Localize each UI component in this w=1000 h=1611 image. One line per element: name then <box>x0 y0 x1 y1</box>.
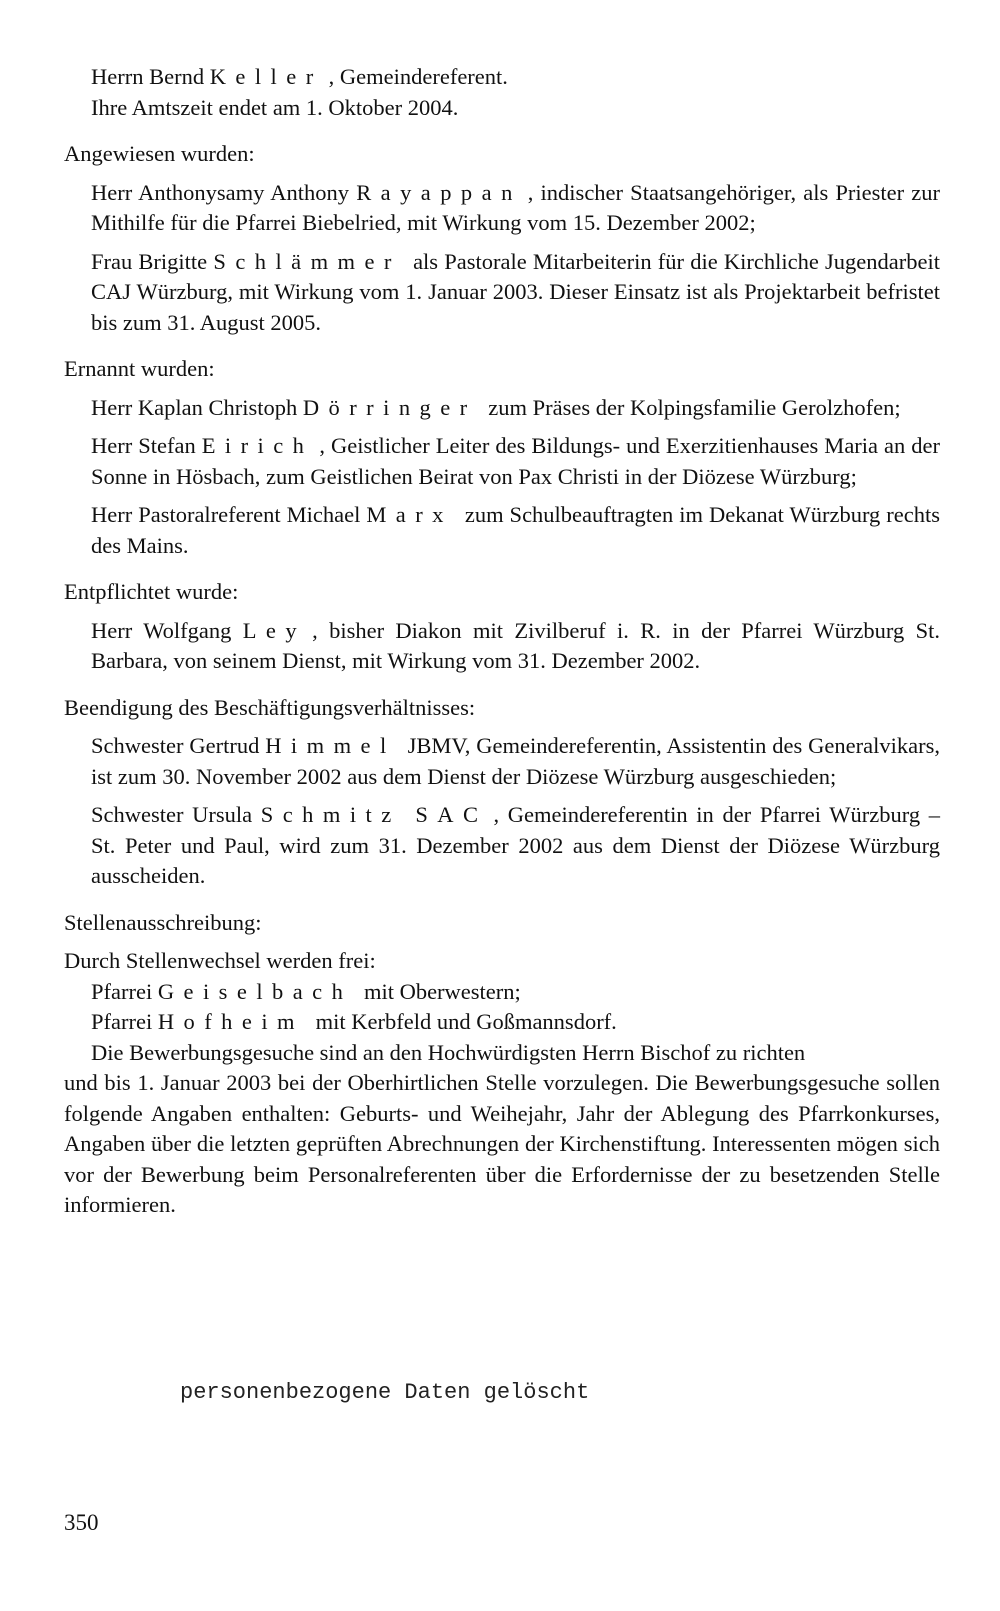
text-run: zum Präses der Kolpingsfamilie Gerolzhofen; <box>482 394 901 420</box>
paragraph <box>91 731 940 792</box>
spaced-name: Eirich <box>201 433 314 458</box>
paragraph <box>91 616 940 677</box>
paragraph <box>91 247 940 339</box>
text-run: , indischer Staatsangehöriger, als Priester zur Mithilfe für die Pfarrei Biebelried, mit Wirkung vom 15. Dezember 2002; <box>91 179 941 235</box>
text-run: JBMV, Gemeindereferentin, Assistentin des Generalvikars, ist zum 30. November 2002 aus dem Dienst der Diözese Würzburg ausgeschieden; <box>91 733 940 789</box>
text-run: Herr Anthonysamy Anthony <box>91 179 357 205</box>
text-run: Durch Stellenwechsel werden frei: <box>64 948 376 973</box>
text-run: Frau Brigitte <box>91 248 214 274</box>
text-run: Herr Wolfgang <box>91 617 243 643</box>
text-run: Ihre Amtszeit endet am 1. Oktober 2004. <box>91 94 459 120</box>
page-number: 350 <box>64 1510 99 1535</box>
text-run: Schwester Gertrud <box>91 733 266 758</box>
paragraph <box>91 62 940 93</box>
text-run: Pfarrei <box>91 1009 158 1034</box>
paragraph <box>91 393 940 424</box>
spaced-name: SAC <box>415 802 488 827</box>
spaced-name: Schlämmer <box>213 248 401 274</box>
text-run: mit Kerbfeld und Goßmannsdorf. <box>309 1009 617 1034</box>
page-body <box>64 62 940 1221</box>
text-run: Herr Kaplan Christoph <box>91 394 303 420</box>
text-run: Pfarrei <box>91 978 158 1004</box>
section-heading: Angewiesen wurden: <box>64 141 255 166</box>
redaction-note: personenbezogene Daten gelöscht <box>180 1380 590 1405</box>
text-run: und bis 1. Januar 2003 bei der Oberhirtlichen Stelle vorzulegen. Die Bewerbungsgesuche sollen folgende Angaben enthalten: Geburts- und Weihejahr, Jahr der Ablegung des Pfarrkonkurses, Angaben über die letzten geprüften Abrechnungen der Kirchenstiftung. Interessenten mögen sich vor der Bewerbung beim Personalreferenten über die Erfordernisse der zu besetzenden Stelle informieren. <box>64 1070 940 1217</box>
section-heading: Entpflichtet wurde: <box>64 579 239 604</box>
text-run: Herr Stefan <box>91 433 202 458</box>
text-run: , bisher Diakon mit Zivilberuf i. R. in der Pfarrei Würzburg St. Barbara, von seinem Dienst, mit Wirkung vom 31. Dezember 2002. <box>91 617 941 673</box>
text-run: als Pastorale Mitarbeiterin für die Kirchliche Jugendarbeit CAJ Würzburg, mit Wirkung vom 1. Januar 2003. Dieser Einsatz ist als Projektarbeit befristet bis zum 31. August 2005. <box>91 248 940 335</box>
paragraph <box>91 93 940 124</box>
text-run: Herr Pastoralreferent Michael <box>91 502 367 527</box>
paragraph <box>91 431 940 492</box>
paragraph <box>64 1068 940 1221</box>
section-heading: Ernannt wurden: <box>64 356 215 381</box>
text-run: Die Bewerbungsgesuche sind an den Hochwürdigsten Herrn Bischof zu richten <box>91 1039 806 1065</box>
paragraph <box>91 1007 940 1038</box>
spaced-name: Marx <box>366 502 453 527</box>
text-run: , Geistlicher Leiter des Bildungs- und Exerzitienhauses Maria an der Sonne in Hösbach, zum Geistlichen Beirat von Pax Christi in der Diözese Würzburg; <box>91 433 940 489</box>
spaced-name: Geiselbach <box>157 978 353 1004</box>
spaced-name: Schmitz <box>260 802 401 827</box>
spaced-name: Himmel <box>265 733 396 758</box>
paragraph <box>64 946 940 977</box>
spaced-name: Dörringer <box>302 394 477 420</box>
paragraph <box>91 977 940 1008</box>
text-run: , Gemeindereferent. <box>328 64 508 89</box>
text-run: , Gemeindereferentin in der Pfarrei Würzburg – St. Peter und Paul, wird zum 31. Dezember 2002 aus dem Dienst der Diözese Würzburg ausscheiden. <box>91 802 940 888</box>
section-heading: Beendigung des Beschäftigungsverhältnisses: <box>64 694 476 720</box>
text-run: Herrn Bernd <box>91 64 210 89</box>
text-run: mit Oberwestern; <box>358 978 521 1004</box>
paragraph <box>91 1038 940 1069</box>
text-run: zum Schulbeauftragten im Dekanat Würzburg rechts des Mains. <box>91 502 940 558</box>
paragraph <box>91 178 940 239</box>
spaced-name: Hofheim <box>157 1009 304 1034</box>
spaced-name: Ley <box>242 617 307 643</box>
spaced-name: Rayappan <box>356 179 522 205</box>
spaced-name: Keller <box>209 64 323 89</box>
paragraph <box>91 800 940 892</box>
text-run: Schwester Ursula <box>91 802 261 827</box>
paragraph <box>91 500 940 561</box>
section-heading: Stellenausschreibung: <box>64 909 262 935</box>
